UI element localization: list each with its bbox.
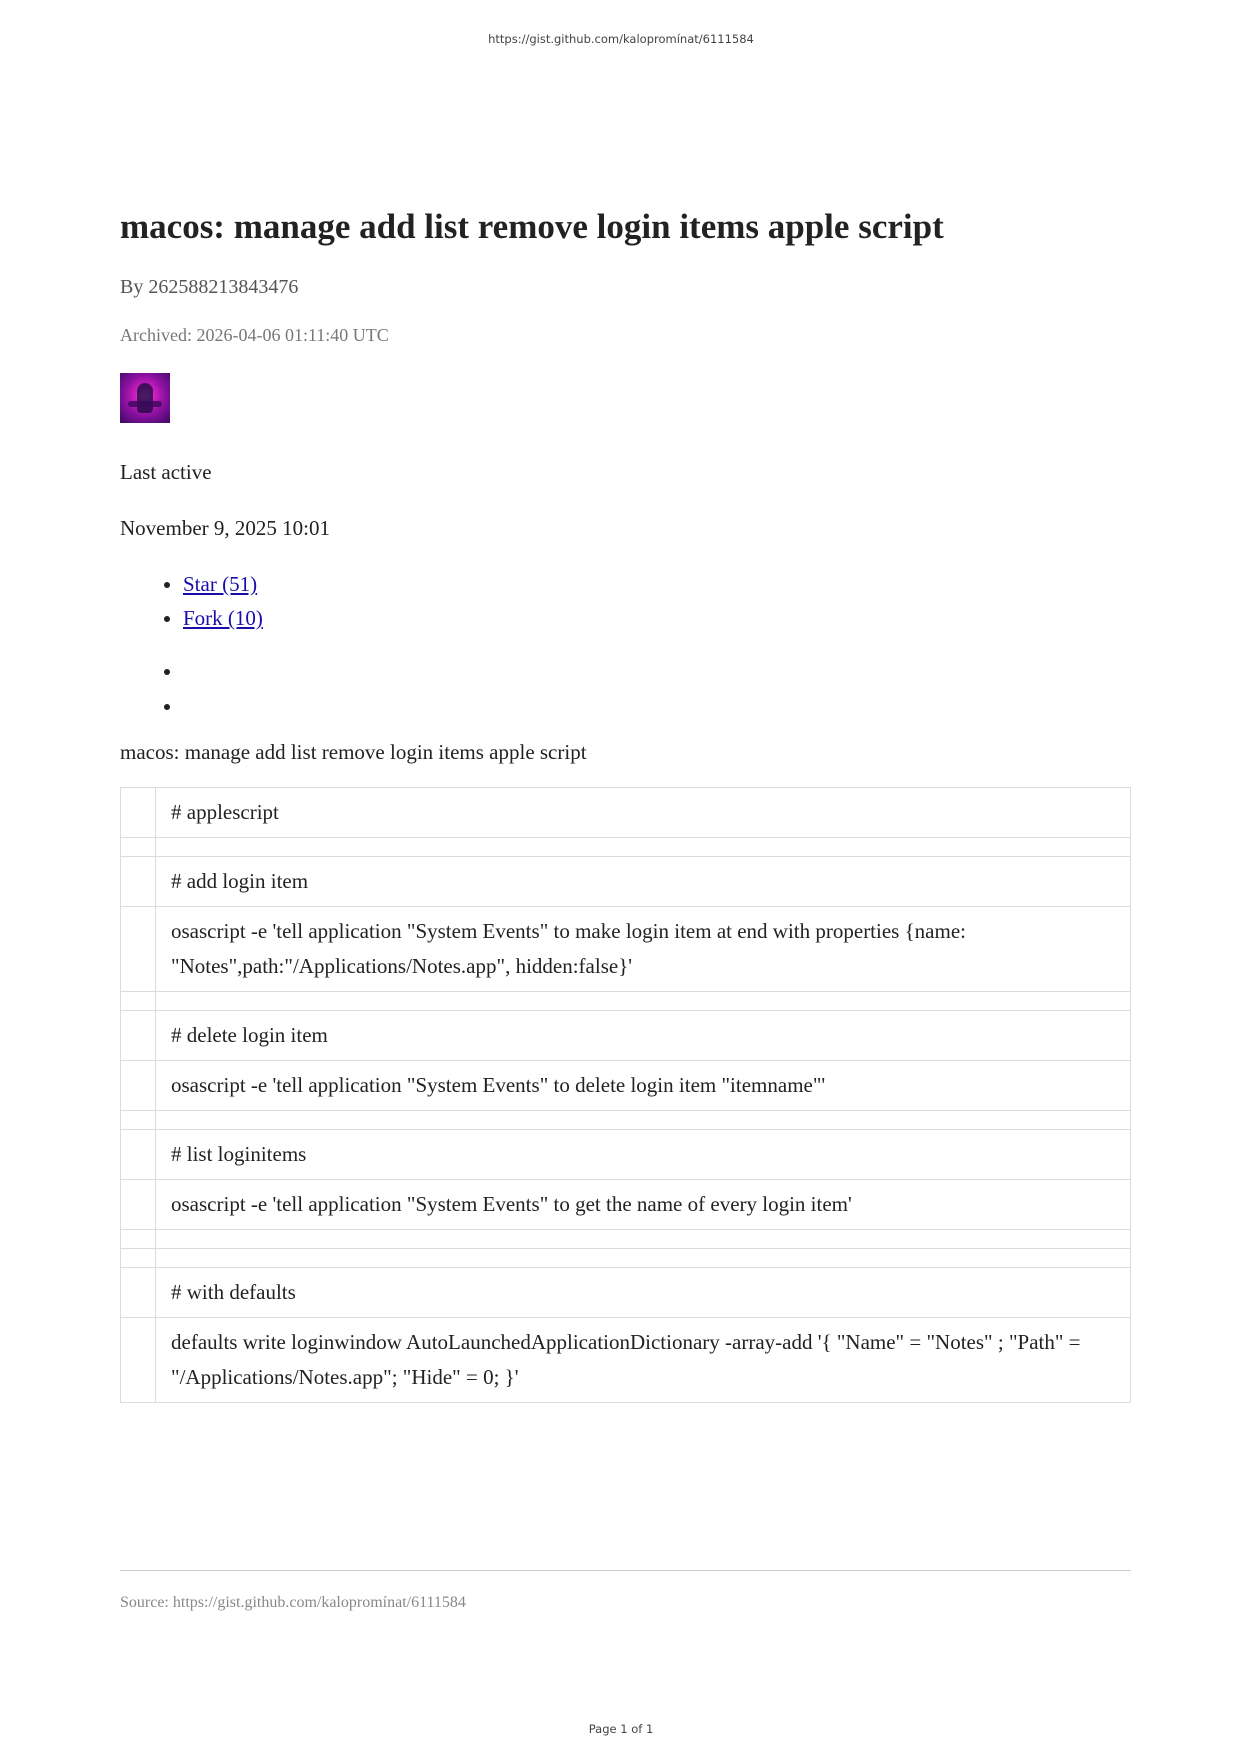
line-number-cell xyxy=(121,1230,156,1249)
code-row xyxy=(121,838,1131,857)
line-number-cell xyxy=(121,1011,156,1061)
code-row xyxy=(121,1111,1131,1130)
code-row xyxy=(121,1249,1131,1268)
line-number-cell xyxy=(121,1061,156,1111)
list-item xyxy=(183,601,1130,635)
source-url: Source: https://gist.github.com/kalopromínat/6111584 xyxy=(120,1594,466,1611)
line-number-cell xyxy=(121,788,156,838)
last-active-date: November 9, 2025 10:01 xyxy=(120,516,330,540)
code-row xyxy=(121,1180,1131,1230)
avatar-arms xyxy=(128,401,162,407)
list-item xyxy=(183,567,1130,601)
code-table xyxy=(120,787,1131,1403)
author-byline: By 262588213843476 xyxy=(120,276,299,298)
line-number-cell xyxy=(121,1249,156,1268)
code-line: # delete login item xyxy=(156,1011,1131,1061)
avatar-image[interactable] xyxy=(120,373,170,423)
star-link[interactable]: Star (51) xyxy=(183,572,258,596)
empty-list xyxy=(120,654,1130,724)
code-line: # list loginitems xyxy=(156,1130,1131,1180)
empty-list-item xyxy=(183,654,1130,689)
code-row xyxy=(121,1130,1131,1180)
empty-list-item xyxy=(183,689,1130,724)
code-row xyxy=(121,992,1131,1011)
code-row xyxy=(121,1230,1131,1249)
code-line xyxy=(156,1230,1131,1249)
code-line xyxy=(156,992,1131,1011)
code-row xyxy=(121,857,1131,907)
code-line xyxy=(156,1111,1131,1130)
code-row xyxy=(121,788,1131,838)
footer-divider xyxy=(120,1570,1131,1571)
page-number: Page 1 of 1 xyxy=(588,1722,654,1736)
last-active-label: Last active xyxy=(120,460,212,484)
code-row xyxy=(121,1268,1131,1318)
print-header-url: https://gist.github.com/kalopromínat/6111584 xyxy=(488,32,754,46)
archived-timestamp: Archived: 2026-04-06 01:11:40 UTC xyxy=(120,325,389,345)
code-line xyxy=(156,1249,1131,1268)
code-line: osascript -e 'tell application "System Events" to get the name of every login item' xyxy=(156,1180,1131,1230)
code-row xyxy=(121,1011,1131,1061)
code-line: # applescript xyxy=(156,788,1131,838)
code-line: # add login item xyxy=(156,857,1131,907)
line-number-cell xyxy=(121,1318,156,1403)
line-number-cell xyxy=(121,838,156,857)
line-number-cell xyxy=(121,907,156,992)
page-title: macos: manage add list remove login items apple script xyxy=(120,207,944,246)
avatar-figure xyxy=(137,383,153,413)
line-number-cell xyxy=(121,1180,156,1230)
line-number-cell xyxy=(121,1268,156,1318)
code-row xyxy=(121,1318,1131,1403)
gist-description: macos: manage add list remove login items apple script xyxy=(120,740,587,764)
gist-actions-list xyxy=(120,567,1130,635)
fork-link[interactable]: Fork (10) xyxy=(183,606,263,630)
line-number-cell xyxy=(121,1111,156,1130)
line-number-cell xyxy=(121,857,156,907)
code-line: # with defaults xyxy=(156,1268,1131,1318)
line-number-cell xyxy=(121,992,156,1011)
code-line xyxy=(156,838,1131,857)
line-number-cell xyxy=(121,1130,156,1180)
code-line: defaults write loginwindow AutoLaunchedApplicationDictionary -array-add '{ "Name" = "Notes" ; "Path" = "/Applications/Notes.app"; "Hide" = 0; }' xyxy=(156,1318,1131,1403)
code-line: osascript -e 'tell application "System Events" to delete login item "itemname"' xyxy=(156,1061,1131,1111)
code-row xyxy=(121,1061,1131,1111)
code-row xyxy=(121,907,1131,992)
gist-content xyxy=(120,205,1130,1403)
code-line: osascript -e 'tell application "System Events" to make login item at end with properties {name: "Notes",path:"/Applications/Notes.app", hidden:false}' xyxy=(156,907,1131,992)
